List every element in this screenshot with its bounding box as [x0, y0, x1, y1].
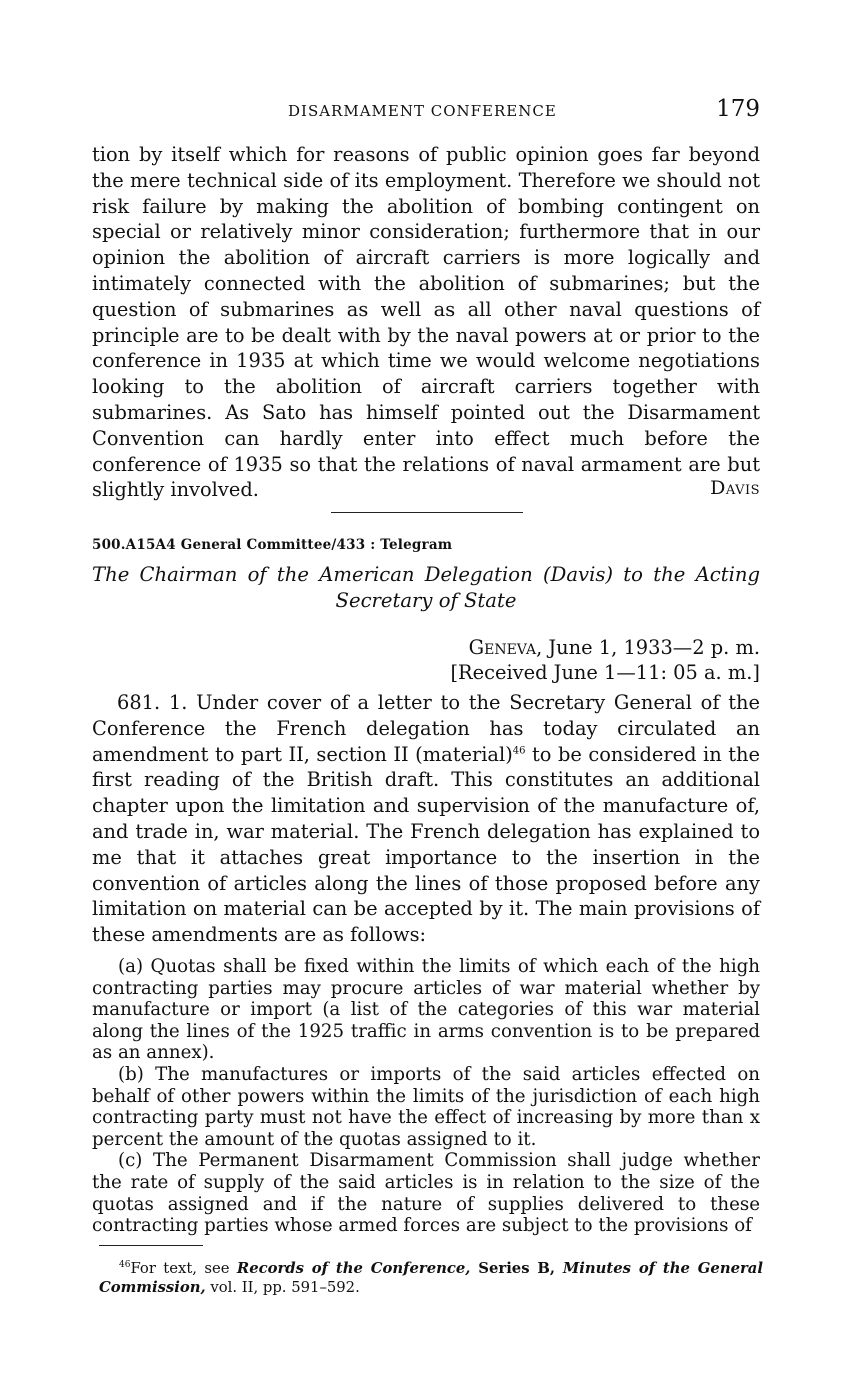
page-number: 179 — [716, 96, 760, 122]
dateline-place: Geneva — [468, 636, 537, 659]
footnote-reference: 46 — [512, 745, 526, 757]
footnote-minutes-title: Minutes of the General Commission, — [99, 1259, 763, 1296]
provision-item-a: (a) Quotas shall be fixed within the limits of which each of the high contracting parties may procure articles of war material whether by manufacture or import (a list of the categories of this war material along the lines of the 1925 traffic in arms convention is to be prepared as an annex). — [92, 956, 760, 1064]
signature-text: Davis — [710, 477, 760, 499]
provisions-list — [92, 956, 760, 1237]
footnote-records-title: Records of the Conference, — [236, 1259, 471, 1277]
dateline — [469, 635, 760, 661]
telegram-body — [92, 690, 760, 948]
telegram-body-part2: to be considered in the first reading of the British draft. This constitutes an additional chapter upon the limitation and supervision of the manufacture of, and trade in, war material. The French delegation has explained to me that it attaches great importance to the insertion in the convention of articles along the lines of those proposed before any limitation on material can be accepted by it. The main provisions of these amendments are as follows: — [92, 742, 760, 947]
footnote-marker: 46 — [119, 1260, 131, 1270]
footnote-series: Series B, — [470, 1259, 563, 1277]
footnote — [99, 1256, 763, 1297]
running-head-title: DISARMAMENT CONFERENCE — [288, 102, 557, 120]
continued-paragraph: tion by itself which for reasons of public opinion goes far beyond the mere technical side of its employment. Therefore we should not risk failure by making the abolition of bombing contingent on special or relatively minor consideration; furthermore that in our opinion the abolition of aircraft carriers is more logically and intimately connected with the abolition of submarines; but the question of submarines as well as all other naval questions of principle are to be dealt with by the naval powers at or prior to the conference in 1935 at which time we would welcome negotiations looking to the abolition of aircraft carriers together with submarines. As Sato has himself pointed out the Disarmament Convention can hardly enter into effect much before the conference of 1935 so that the relations of naval armament are but slightly involved. — [92, 143, 760, 502]
footnote-prefix: For text, see — [130, 1259, 237, 1277]
footnote-suffix: vol. II, pp. 591–592. — [205, 1278, 360, 1296]
footnote-divider — [99, 1245, 203, 1246]
file-reference: 500.A15A4 General Committee/433 : Telegram — [92, 537, 453, 553]
provision-item-b: (b) The manufactures or imports of the said articles effected on behalf of other powers within the limits of the jurisdiction of each high contracting party must not have the effect of increasing by more than x percent the amount of the quotas assigned to it. — [92, 1063, 760, 1150]
running-head — [92, 96, 760, 126]
signature — [710, 477, 760, 499]
dateline-date: , June 1, 1933—2 p. m. — [536, 636, 760, 659]
received-line: [Received June 1—11: 05 a. m.] — [450, 661, 760, 684]
document-heading: The Chairman of the American Delegation (Davis) to the Acting Secretary of State — [92, 563, 760, 612]
telegram-body-part1: 681. 1. Under cover of a letter to the Secretary General of the Conference the French delegation has today circulated an amendment to part II, section II (material) — [92, 691, 760, 766]
provision-item-c: (c) The Permanent Disarmament Commission shall judge whether the rate of supply of the said articles is in relation to the size of the quotas assigned and if the nature of supplies delivered to these contracting parties whose armed forces are subject to the provisions of — [92, 1150, 760, 1237]
section-divider — [331, 512, 523, 513]
